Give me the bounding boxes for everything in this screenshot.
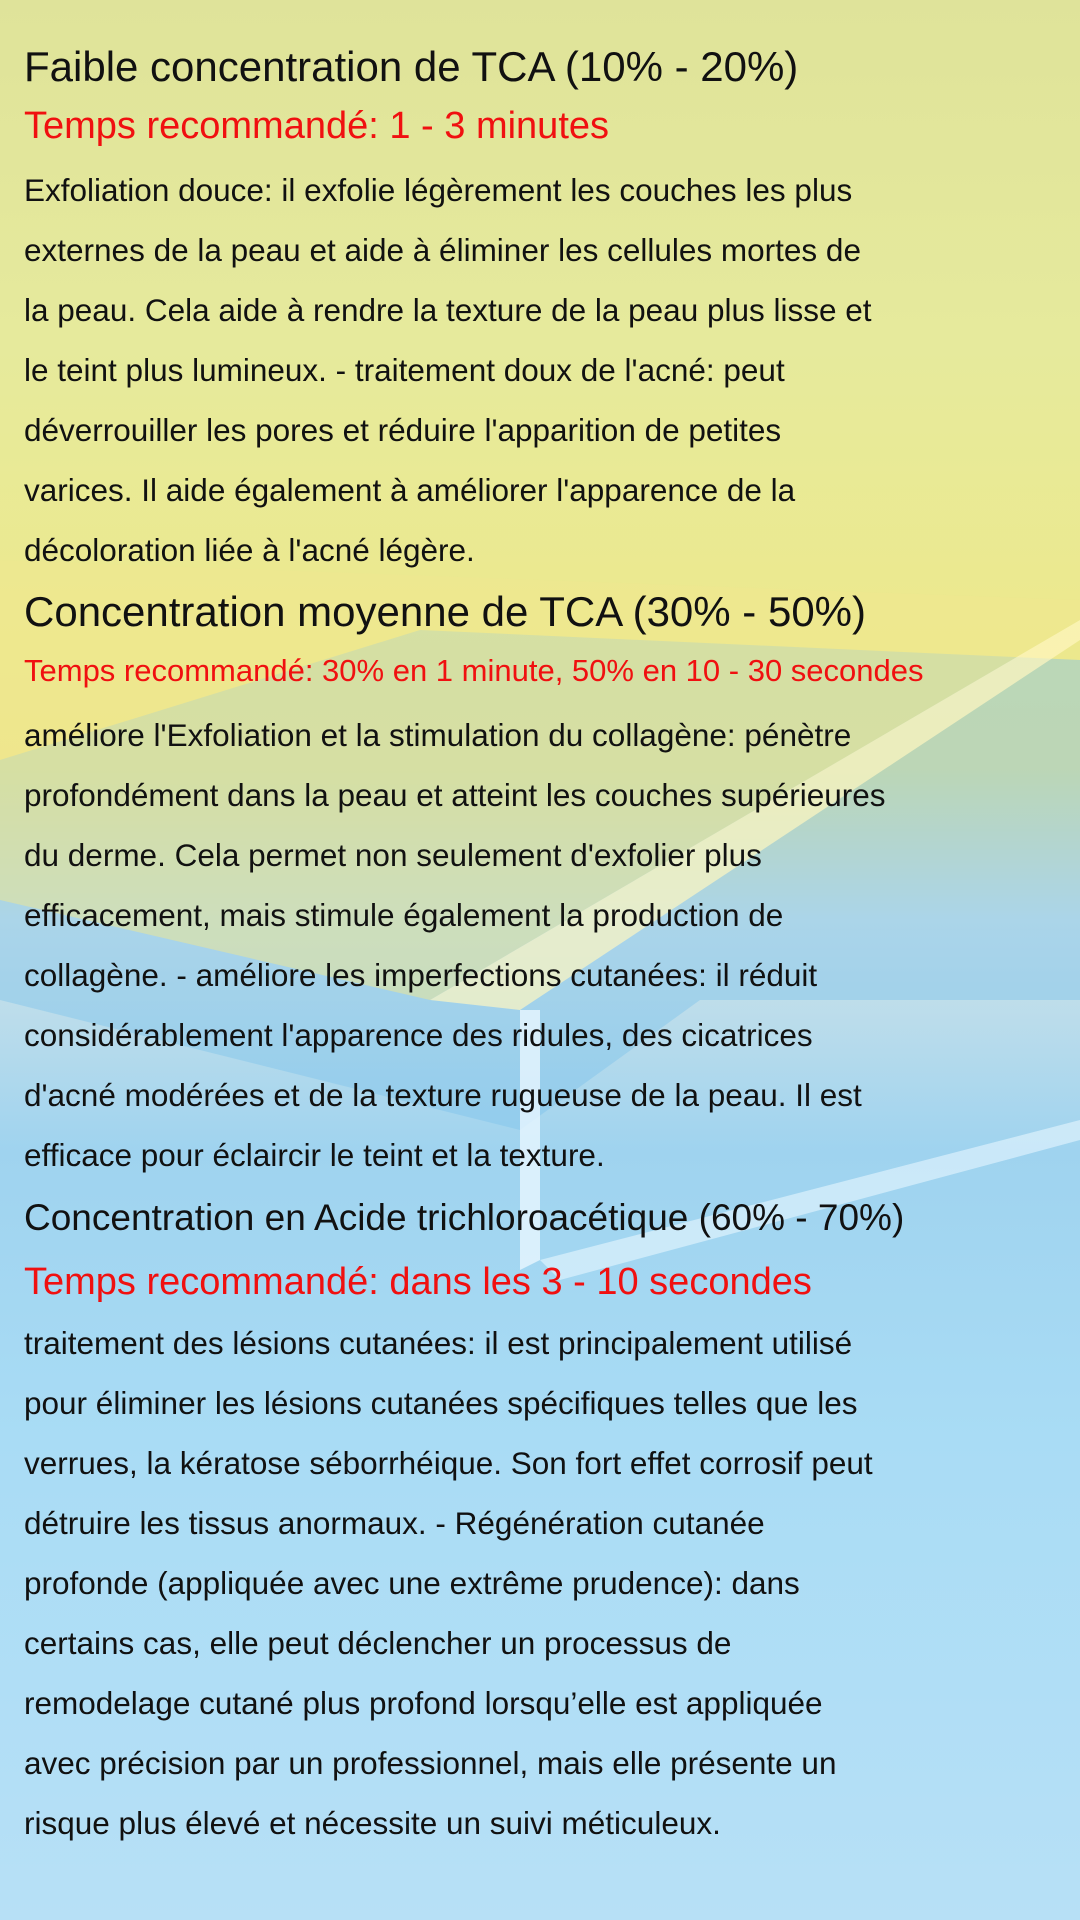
recommended-time: Temps recommandé: 1 - 3 minutes — [24, 105, 610, 147]
body-text-line: du derme. Cela permet non seulement d'exfolier plus — [24, 837, 762, 873]
section-heading: Concentration moyenne de TCA (30% - 50%) — [24, 588, 867, 635]
body-text-line: remodelage cutané plus profond lorsqu’elle est appliquée — [24, 1685, 823, 1721]
body-text-line: d'acné modérées et de la texture rugueuse de la peau. Il est — [24, 1077, 862, 1113]
body-text-line: avec précision par un professionnel, mais elle présente un — [24, 1745, 837, 1781]
recommended-time: Temps recommandé: dans les 3 - 10 secondes — [24, 1261, 812, 1303]
body-text-line: détruire les tissus anormaux. - Régénération cutanée — [24, 1505, 765, 1541]
body-text-line: risque plus élevé et nécessite un suivi méticuleux. — [24, 1805, 721, 1841]
body-text-line: Exfoliation douce: il exfolie légèrement les couches les plus — [24, 172, 853, 208]
body-text-line: décoloration liée à l'acné légère. — [24, 532, 475, 568]
body-text-line: varices. Il aide également à améliorer l'apparence de la — [24, 472, 796, 508]
body-text-line: profonde (appliquée avec une extrême prudence): dans — [24, 1565, 800, 1601]
body-text-line: pour éliminer les lésions cutanées spécifiques telles que les — [24, 1385, 858, 1421]
body-text-line: déverrouiller les pores et réduire l'apparition de petites — [24, 412, 782, 448]
section-heading: Faible concentration de TCA (10% - 20%) — [24, 43, 799, 90]
body-text-line: efficace pour éclaircir le teint et la texture. — [24, 1137, 605, 1173]
recommended-time: Temps recommandé: 30% en 1 minute, 50% en 10 - 30 secondes — [24, 653, 924, 688]
body-text-line: certains cas, elle peut déclencher un processus de — [24, 1625, 732, 1661]
body-text-line: améliore l'Exfoliation et la stimulation du collagène: pénètre — [24, 717, 852, 753]
body-text-line: externes de la peau et aide à éliminer les cellules mortes de — [24, 232, 861, 268]
body-text-line: la peau. Cela aide à rendre la texture de la peau plus lisse et — [24, 292, 872, 328]
body-text-line: verrues, la kératose séborrhéique. Son fort effet corrosif peut — [24, 1445, 873, 1481]
body-text-line: le teint plus lumineux. - traitement doux de l'acné: peut — [24, 352, 785, 388]
body-text-line: profondément dans la peau et atteint les couches supérieures — [24, 777, 886, 813]
body-text-line: considérablement l'apparence des ridules, des cicatrices — [24, 1017, 813, 1053]
body-text-line: efficacement, mais stimule également la production de — [24, 897, 784, 933]
body-text-line: collagène. - améliore les imperfections cutanées: il réduit — [24, 957, 818, 993]
body-text-line: traitement des lésions cutanées: il est principalement utilisé — [24, 1325, 853, 1361]
section-heading: Concentration en Acide trichloroacétique (60% - 70%) — [24, 1197, 905, 1238]
